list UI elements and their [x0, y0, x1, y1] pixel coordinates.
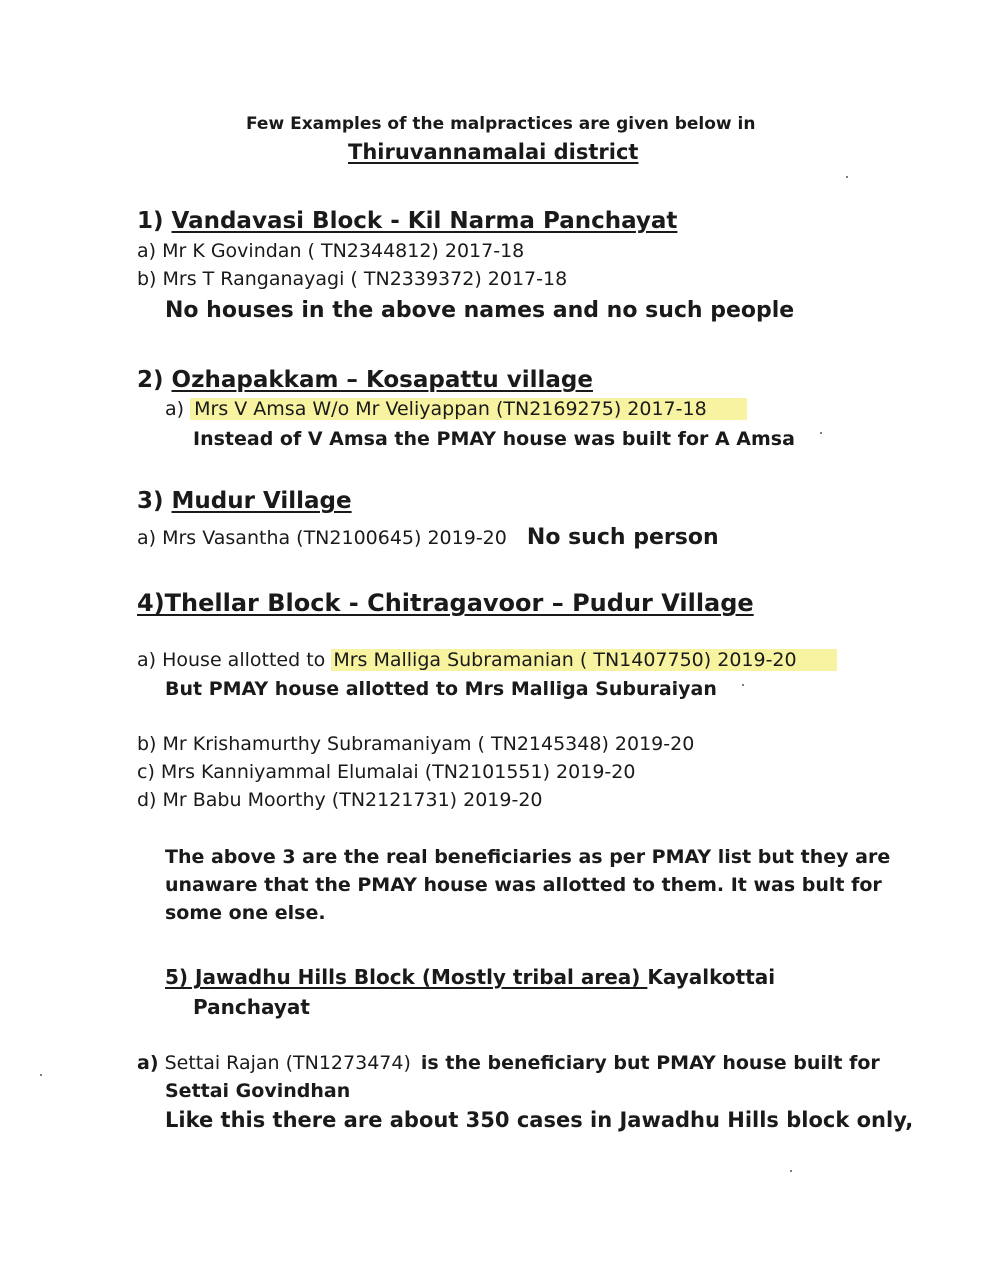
section-1-heading — [137, 208, 677, 234]
section-4-item-c: c) Mrs Kanniyammal Elumalai (TN2101551) 2019-20 — [137, 761, 636, 783]
section-3-title: Mudur Village — [171, 488, 352, 514]
section-2-note: Instead of V Amsa the PMAY house was built for A Amsa — [193, 428, 795, 450]
section-5-item-a-line-2: Settai Govindhan — [165, 1080, 351, 1102]
section-5-note: Like this there are about 350 cases in Jawadhu Hills block only, — [165, 1108, 914, 1132]
scan-speck — [742, 684, 744, 686]
section-4-item-a-prefix: a) House allotted to — [137, 649, 332, 671]
section-4-item-a-note: But PMAY house allotted to Mrs Malliga Suburaiyan — [165, 678, 717, 700]
section-2-number: 2) — [137, 367, 164, 393]
section-4-item-a-highlight: Mrs Malliga Subramanian ( TN1407750) 2019-20 — [331, 649, 836, 671]
header-line-1: Few Examples of the malpractices are given below in — [246, 114, 756, 134]
section-5-heading — [165, 965, 775, 989]
section-1-number: 1) — [137, 208, 164, 234]
section-3-item-a — [137, 525, 719, 550]
section-4-title: 4)Thellar Block - Chitragavoor – Pudur Village — [137, 589, 754, 617]
section-2-heading — [137, 367, 593, 393]
section-4-item-a — [137, 649, 837, 671]
section-5-title-rest: Kayalkottai — [647, 965, 776, 989]
scan-speck — [40, 1074, 42, 1076]
section-5-item-a — [137, 1052, 880, 1074]
section-3-item-a-text: a) Mrs Vasantha (TN2100645) 2019-20 — [137, 527, 507, 549]
header-district-title: Thiruvannamalai district — [348, 140, 639, 164]
section-4-para-line-2: unaware that the PMAY house was allotted to them. It was bult for — [165, 874, 882, 896]
section-4-para-line-3: some one else. — [165, 902, 326, 924]
scan-speck — [790, 1170, 792, 1172]
section-5-title: 5) Jawadhu Hills Block (Mostly tribal area) — [165, 965, 648, 989]
section-3-item-a-note: No such person — [526, 525, 719, 550]
section-4-item-b: b) Mr Krishamurthy Subramaniyam ( TN2145348) 2019-20 — [137, 733, 695, 755]
section-3-heading — [137, 488, 352, 514]
section-2-item-a-marker: a) — [165, 398, 185, 420]
section-1-item-a: a) Mr K Govindan ( TN2344812) 2017-18 — [137, 240, 525, 262]
section-2-title: Ozhapakkam – Kosapattu village — [171, 367, 593, 393]
section-5-item-a-bold: is the beneficiary but PMAY house built for — [420, 1052, 880, 1074]
section-4-item-d: d) Mr Babu Moorthy (TN2121731) 2019-20 — [137, 789, 543, 811]
section-4-para-line-1: The above 3 are the real beneficiaries as per PMAY list but they are — [165, 846, 891, 868]
section-5-title-line-2: Panchayat — [193, 995, 310, 1019]
section-1-item-b: b) Mrs T Ranganayagi ( TN2339372) 2017-18 — [137, 268, 568, 290]
scan-speck — [820, 432, 822, 434]
section-2-item-a-highlight: Mrs V Amsa W/o Mr Veliyappan (TN2169275) 2017-18 — [190, 398, 747, 420]
section-1-note: No houses in the above names and no such people — [165, 298, 795, 323]
scan-speck — [846, 176, 848, 178]
section-5-item-a-text: Settai Rajan (TN1273474) — [164, 1052, 411, 1074]
section-1-title: Vandavasi Block - Kil Narma Panchayat — [171, 208, 678, 234]
section-2-item-a — [165, 398, 747, 420]
section-3-number: 3) — [137, 488, 164, 514]
section-5-item-a-marker: a) — [137, 1052, 159, 1074]
